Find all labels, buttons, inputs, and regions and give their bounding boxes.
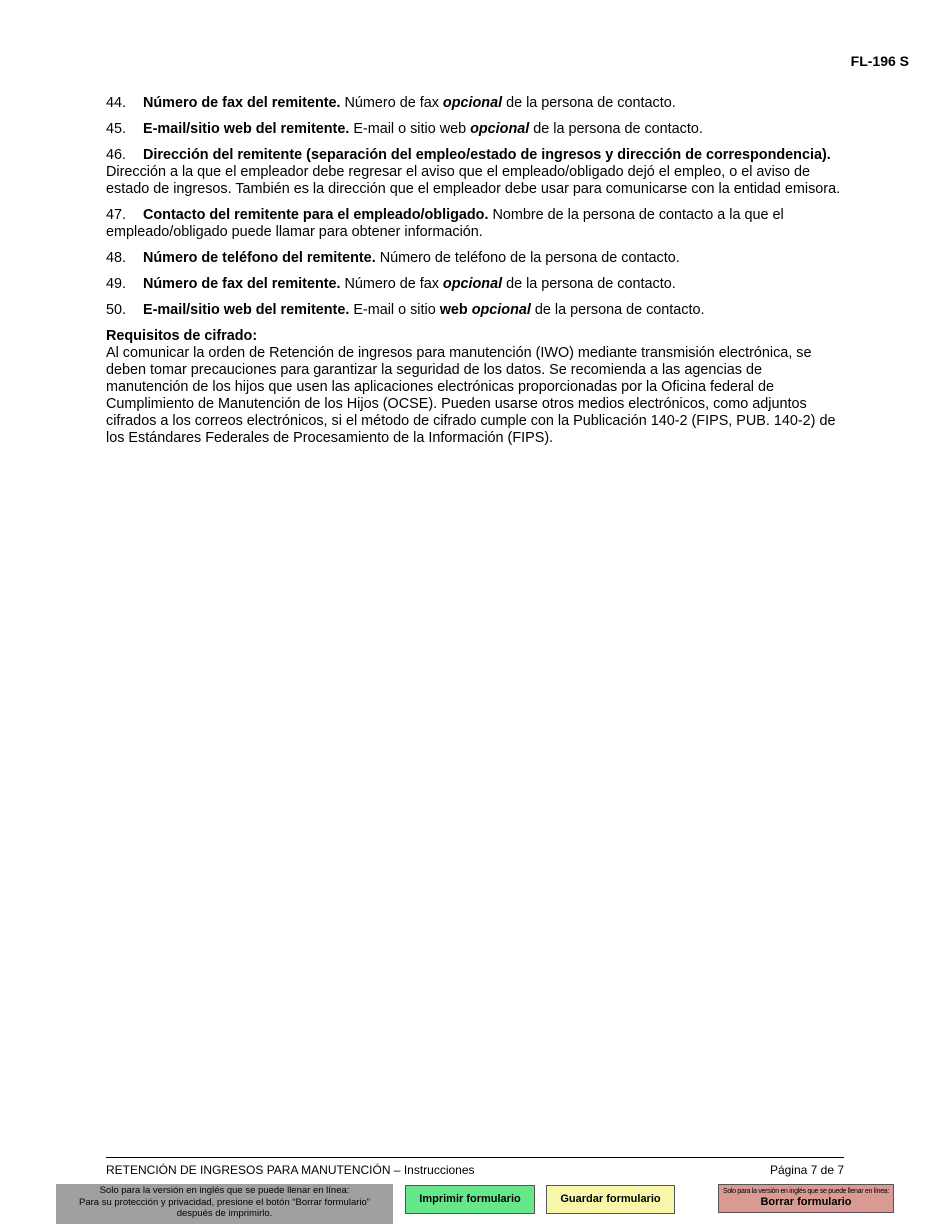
notice-line-2: Para su protección y privacidad, presione el botón “Borrar formulario” xyxy=(79,1196,370,1208)
item-text: Nombre de la persona de contacto a la que el empleado/obligado puede llamar para obtener información. xyxy=(106,207,784,240)
footer-divider xyxy=(106,1157,844,1158)
notice-line-3: después de imprimirlo. xyxy=(176,1208,273,1219)
item-45 xyxy=(106,121,846,138)
item-text: Número de fax xyxy=(340,276,443,292)
item-emphasis: opcional xyxy=(442,95,503,111)
item-47 xyxy=(106,207,846,241)
item-title: E-mail/sitio web del remitente. xyxy=(143,121,350,137)
notice-line-1: Solo para la versión en inglés que se puede llenar en línea: xyxy=(99,1185,350,1196)
item-title: Contacto del remitente para el empleado/obligado. xyxy=(143,207,489,223)
item-50 xyxy=(106,302,846,319)
item-text-end: de la persona de contacto. xyxy=(502,95,676,111)
item-number: 48. xyxy=(106,250,127,266)
item-46 xyxy=(106,147,846,198)
clear-button-note: Solo para la versión en inglés que se puede llenar en línea: xyxy=(722,1188,890,1195)
requirements-body: Al comunicar la orden de Retención de ingresos para manutención (IWO) mediante transmisión electrónica, se deben tomar precauciones para garantizar la seguridad de los datos. Se recomienda a las agencias de manutención de los hijos que usen las aplicaciones electrónicas proporcionadas por la Oficina federal de Cumplimiento de Manutención de los Hijos (OCSE). Pueden usarse otros medios electrónicos, como adjuntos cifrados a los correos electrónicos, si el método de cifrado cumple con la Publicación 140-2 (FIPS, PUB. 140-2) de los Estándares Federales de Procesamiento de la Información (FIPS). xyxy=(106,345,836,446)
item-text: E-mail o sitio xyxy=(349,302,440,318)
form-id: FL-196 S xyxy=(850,53,909,69)
clear-form-button[interactable] xyxy=(718,1184,894,1213)
save-form-button[interactable]: Guardar formulario xyxy=(546,1185,675,1214)
item-title: Número de fax del remitente. xyxy=(143,276,341,292)
item-number: 45. xyxy=(106,121,127,137)
item-title: Número de fax del remitente. xyxy=(143,95,341,111)
instructions-body xyxy=(106,95,846,447)
item-emphasis: opcional xyxy=(471,302,531,318)
item-bold-word: web xyxy=(439,302,468,318)
item-44 xyxy=(106,95,846,112)
item-number: 46. xyxy=(106,147,127,163)
item-number: 44. xyxy=(106,95,127,111)
item-text-end: de la persona de contacto. xyxy=(502,276,676,292)
item-text: E-mail o sitio web xyxy=(349,121,471,137)
item-48 xyxy=(106,250,846,267)
item-number: 50. xyxy=(106,302,127,318)
item-number: 47. xyxy=(106,207,127,223)
item-title: Número de teléfono del remitente. xyxy=(143,250,376,266)
item-emphasis: opcional xyxy=(442,276,503,292)
item-title: E-mail/sitio web del remitente. xyxy=(143,302,350,318)
item-text-end: de la persona de contacto. xyxy=(530,302,705,318)
footer-title: RETENCIÓN DE INGRESOS PARA MANUTENCIÓN – Instrucciones xyxy=(106,1163,475,1177)
clear-button-label: Borrar formulario xyxy=(760,1196,852,1208)
requirements-title: Requisitos de cifrado: xyxy=(106,328,258,344)
privacy-notice xyxy=(56,1184,393,1224)
item-text-end: de la persona de contacto. xyxy=(529,121,703,137)
page-number: Página 7 de 7 xyxy=(769,1163,844,1177)
item-49 xyxy=(106,276,846,293)
item-title: Dirección del remitente (separación del empleo/estado de ingresos y dirección de correspondencia). xyxy=(143,147,831,163)
item-text: Número de teléfono de la persona de contacto. xyxy=(375,250,680,266)
item-text: Número de fax xyxy=(340,95,443,111)
item-text: Dirección a la que el empleador debe regresar el aviso que el empleado/obligado dejó el empleo, o el aviso de estado de ingresos. También es la dirección que el empleador debe usar para comunicarse con la entidad emisora. xyxy=(106,164,841,197)
item-emphasis: opcional xyxy=(470,121,530,137)
item-number: 49. xyxy=(106,276,127,292)
print-form-button[interactable]: Imprimir formulario xyxy=(405,1185,535,1214)
